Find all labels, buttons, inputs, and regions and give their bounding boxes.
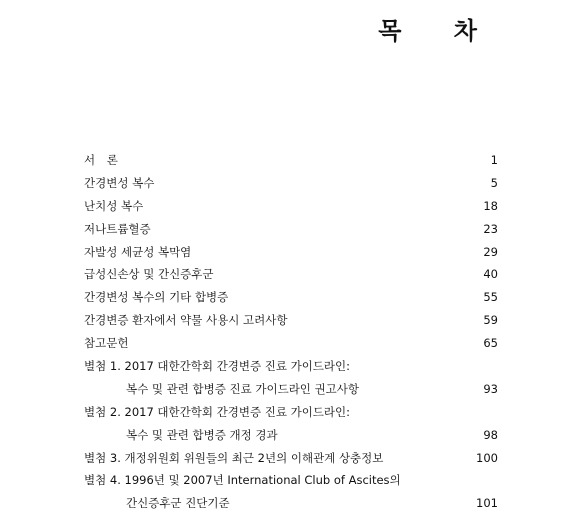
toc-entry-page: 23	[483, 221, 498, 236]
page-title: 목 차	[378, 17, 499, 45]
toc-entry-label: 난치성 복수	[84, 198, 144, 213]
toc-entry-page: 101	[476, 496, 498, 511]
toc-entry-page: 18	[483, 198, 498, 213]
toc-entry-page: 5	[490, 175, 498, 190]
toc-entry-label: 간경변성 복수의 기타 합병증	[84, 290, 229, 305]
toc-entry-label: 간경변증 환자에서 약물 사용시 고려사항	[84, 313, 288, 328]
toc-entry-page: 40	[483, 267, 498, 282]
toc-entry-label: 간경변성 복수	[84, 175, 155, 190]
toc-entry-page: 65	[483, 336, 498, 351]
toc-entry	[84, 332, 498, 355]
toc-entry-page: 93	[483, 381, 498, 396]
toc-entry-continuation	[84, 424, 498, 447]
toc-entry-page: 1	[490, 153, 498, 167]
toc-entry-page: 98	[483, 427, 498, 442]
toc-entry-page: 59	[483, 313, 498, 328]
toc-entry-label: 별첨 4. 1996년 및 2007년 International Club of Ascites의	[84, 473, 401, 488]
toc-entry-continuation	[84, 492, 498, 515]
toc-entry	[84, 218, 498, 241]
toc-entry-label: 간신증후군 진단기준	[126, 496, 230, 511]
toc-entry	[84, 241, 498, 264]
toc-entry-label: 참고문헌	[84, 336, 129, 351]
toc-entry	[84, 469, 498, 492]
toc-entry	[84, 355, 498, 378]
toc-entry-page: 100	[476, 450, 498, 465]
table-of-contents	[84, 149, 498, 515]
toc-entry-label: 복수 및 관련 합병증 진료 가이드라인 권고사항	[126, 381, 360, 396]
toc-entry	[84, 447, 498, 470]
toc-entry-label: 자발성 세균성 복막염	[84, 244, 192, 259]
toc-entry	[84, 149, 498, 172]
toc-entry-label: 저나트륨혈증	[84, 221, 151, 236]
toc-entry-page: 55	[483, 290, 498, 305]
toc-entry	[84, 263, 498, 286]
toc-entry-page: 29	[483, 244, 498, 259]
toc-entry	[84, 401, 498, 424]
toc-entry-label: 복수 및 관련 합병증 개정 경과	[126, 427, 278, 442]
toc-entry	[84, 195, 498, 218]
toc-entry-label: 서 론	[84, 153, 122, 167]
toc-entry-label: 별첨 1. 2017 대한간학회 간경변증 진료 가이드라인:	[84, 359, 351, 374]
toc-entry	[84, 172, 498, 195]
toc-entry	[84, 286, 498, 309]
toc-entry	[84, 309, 498, 332]
toc-entry-label: 급성신손상 및 간신증후군	[84, 267, 214, 282]
toc-entry-continuation	[84, 378, 498, 401]
toc-entry-label: 별첨 2. 2017 대한간학회 간경변증 진료 가이드라인:	[84, 404, 351, 419]
toc-entry-label: 별첨 3. 개정위원회 위원들의 최근 2년의 이해관계 상충정보	[84, 450, 384, 465]
